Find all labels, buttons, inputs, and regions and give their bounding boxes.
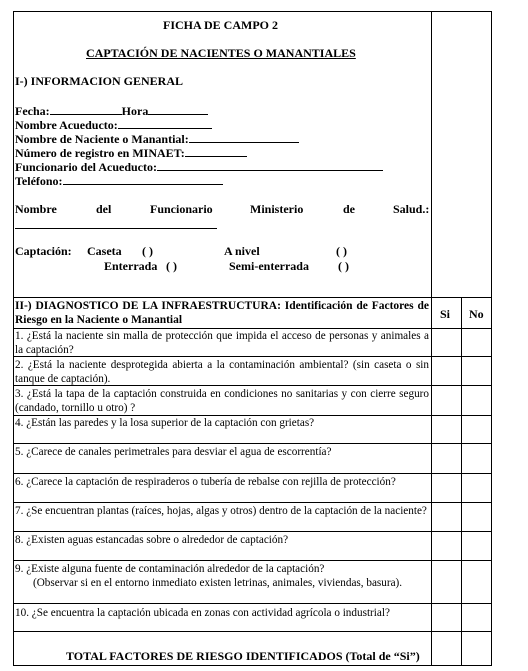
- question-1: 1. ¿Está la naciente sin malla de protección que impida el acceso de personas y animales a la captación?: [15, 330, 429, 356]
- question-8: 8. ¿Existen aguas estancadas sobre o alrededor de captación?: [15, 534, 289, 546]
- column-no-header: No: [469, 307, 484, 321]
- telefono-blank[interactable]: [63, 173, 223, 185]
- funcionario-label: Funcionario del Acueducto:: [15, 160, 158, 174]
- form-title: FICHA DE CAMPO 2: [163, 18, 278, 32]
- column-si-header: Si: [440, 307, 451, 321]
- registro-label: Número de registro en MINAET:: [15, 146, 185, 160]
- fecha-label: Fecha:: [15, 104, 50, 118]
- funcionario-blank[interactable]: [157, 159, 383, 171]
- naciente-blank[interactable]: [189, 131, 299, 143]
- caseta-checkbox[interactable]: ( ): [142, 244, 153, 258]
- total-label: TOTAL FACTORES DE RIESGO IDENTIFICADOS (Total de “Si”): [66, 649, 420, 663]
- funcionario-field[interactable]: [15, 159, 383, 174]
- fecha-blank[interactable]: [50, 103, 122, 115]
- question-9: 9. ¿Existe alguna fuente de contaminación alrededor de la captación?: [15, 563, 325, 575]
- question-10: 10. ¿Se encuentra la captación ubicada en zonas con actividad agrícola o industrial?: [15, 607, 390, 619]
- enterrada-label: Enterrada: [104, 259, 158, 273]
- acueducto-field[interactable]: [15, 117, 212, 132]
- section-diagnostico-heading: II-) DIAGNOSTICO DE LA INFRAESTRUCTURA: Identificación de Factores de Riesgo en la Naciente o Manantial: [15, 300, 429, 326]
- a-nivel-label: A nivel: [224, 244, 260, 258]
- acueducto-blank[interactable]: [118, 117, 212, 129]
- question-4: 4. ¿Están las paredes y la losa superior de la captación con grietas?: [15, 417, 315, 429]
- captacion-label: Captación:: [15, 244, 72, 258]
- question-5: 5. ¿Carece de canales perimetrales para desviar el agua de escorrentía?: [15, 446, 332, 458]
- registro-blank[interactable]: [185, 145, 247, 157]
- hora-blank[interactable]: [148, 103, 208, 115]
- row-rule: [13, 631, 492, 632]
- ministerio-blank[interactable]: [15, 228, 217, 229]
- fecha-field[interactable]: [15, 103, 208, 118]
- enterrada-checkbox[interactable]: ( ): [166, 259, 177, 273]
- section2-top-rule: [13, 297, 492, 298]
- registro-field[interactable]: [15, 145, 247, 160]
- ministerio-word-4: Ministerio: [250, 202, 304, 216]
- row-rule: [13, 560, 492, 561]
- ministerio-word-2: del: [96, 202, 112, 216]
- semi-enterrada-label: Semi-enterrada: [229, 259, 309, 273]
- question-7: 7. ¿Se encuentran plantas (raíces, hojas, algas y otros) dentro de la captación de la naciente?: [15, 505, 427, 517]
- ministerio-word-5: de: [343, 202, 355, 216]
- section-general-heading: I-) INFORMACION GENERAL: [15, 74, 183, 88]
- row-rule: [13, 328, 492, 329]
- answer-si-1[interactable]: [432, 329, 461, 356]
- question-6: 6. ¿Carece la captación de respiraderos o tubería de rebalse con rejilla de protección?: [15, 476, 396, 488]
- ministerio-word-1: Nombre: [15, 202, 57, 216]
- ministerio-word-3: Funcionario: [150, 202, 213, 216]
- semi-enterrada-checkbox[interactable]: ( ): [338, 259, 349, 273]
- naciente-label: Nombre de Naciente o Manantial:: [15, 132, 189, 146]
- ministerio-word-6: Salud.:: [393, 202, 430, 216]
- answer-no-1[interactable]: [462, 329, 491, 356]
- form-subtitle: CAPTACIÓN DE NACIENTES O MANANTIALES: [86, 46, 356, 60]
- naciente-field[interactable]: [15, 131, 299, 146]
- question-9-note: (Observar si en el entorno inmediato existen letrinas, animales, viviendas, basura).: [33, 577, 403, 589]
- telefono-field[interactable]: [15, 173, 223, 188]
- row-rule: [13, 603, 492, 604]
- acueducto-label: Nombre Acueducto:: [15, 118, 118, 132]
- row-rule: [13, 502, 492, 503]
- row-rule: [13, 415, 492, 416]
- hora-label: Hora: [121, 104, 149, 118]
- question-3: 3. ¿Está la tapa de la captación construida en condiciones no sanitarias y con cierre seguro (candado, tornillo u otro) ?: [15, 388, 429, 414]
- telefono-label: Teléfono:: [15, 174, 63, 188]
- a-nivel-checkbox[interactable]: ( ): [336, 244, 347, 258]
- caseta-label: Caseta: [87, 244, 122, 258]
- row-rule: [13, 443, 492, 444]
- row-rule: [13, 531, 492, 532]
- question-2: 2. ¿Está la naciente desprotegida abierta a la contaminación ambiental? (sin caseta o sin tanque de captación).: [15, 359, 429, 385]
- row-rule: [13, 473, 492, 474]
